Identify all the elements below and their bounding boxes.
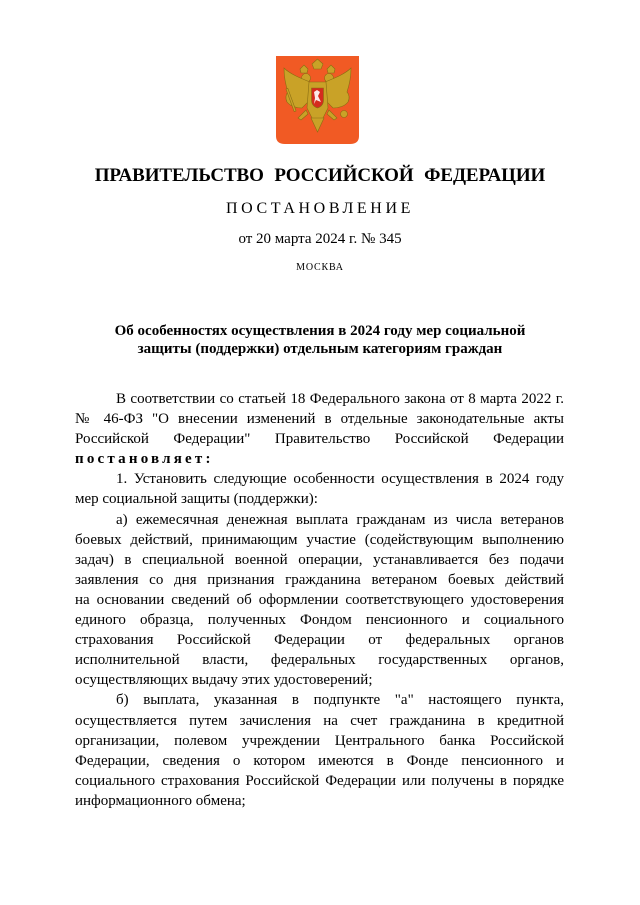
subclause-a — [75, 510, 564, 691]
text-line: социального страхования Российской Федерации или получены в порядке — [75, 772, 564, 789]
text-line: боевых действий, принимающим участие (содействующим выполнению — [75, 531, 564, 548]
text-line: задач) в специальной военной операции, устанавливается без подачи — [75, 551, 564, 568]
text-line: заявления со дня признания гражданина ветераном боевых действий — [75, 571, 564, 588]
text-line: № 46-ФЗ "О внесении изменений в отдельные законодательные акты — [75, 411, 564, 428]
decree-date-number: от 20 марта 2024 г. № 345 — [238, 231, 402, 247]
clause-1 — [75, 469, 564, 509]
preamble-paragraph — [75, 389, 564, 469]
text-line: 1. Установить следующие особенности осуществления в 2024 году — [116, 471, 564, 488]
text-line: страхования Российской Федерации от федеральных органов — [75, 632, 564, 649]
decree-title-line: защиты (поддержки) отдельным категориям граждан — [137, 341, 503, 357]
text-line: осуществляется путем зачисления на счет гражданина в кредитной — [75, 712, 564, 729]
subclause-b — [75, 690, 564, 811]
decree-title-line: Об особенностях осуществления в 2024 году мер социальной — [114, 323, 526, 339]
text-line: организации, полевом учреждении Центрального банка Российской — [75, 732, 564, 749]
text-line: Российской Федерации" Правительство Российской Федерации — [75, 431, 564, 448]
decree-city: МОСКВА — [296, 262, 344, 273]
text-line: Федерации, сведения о котором имеются в Фонде пенсионного и — [75, 752, 564, 769]
text-line: единого образца, полученных Фондом пенсионного и социального — [75, 612, 564, 629]
text-line: мер социальной защиты (поддержки): — [75, 491, 318, 508]
text-line: б) выплата, указанная в подпункте "а" настоящего пункта, — [116, 692, 564, 709]
text-line: В соответствии со статьей 18 Федерального закона от 8 марта 2022 г. — [116, 391, 564, 407]
text-line: информационного обмена; — [75, 792, 246, 809]
decree-type: ПОСТАНОВЛЕНИЕ — [226, 200, 414, 217]
text-line: осуществляющих выдачу этих удостоверений; — [75, 672, 373, 689]
resolves-word: постановляет: — [75, 451, 214, 468]
decree-title — [60, 322, 580, 358]
text-line: а) ежемесячная денежная выплата гражданам из числа ветеранов — [116, 511, 564, 528]
decree-body — [75, 389, 564, 811]
russian-coat-of-arms-icon — [276, 56, 359, 144]
text-line: исполнительной власти, федеральных государственных органов, — [75, 652, 564, 669]
government-name: ПРАВИТЕЛЬСТВО РОССИЙСКОЙ ФЕДЕРАЦИИ — [94, 165, 546, 186]
text-line: на основании сведений об оформлении соответствующего удостоверения — [75, 591, 564, 608]
